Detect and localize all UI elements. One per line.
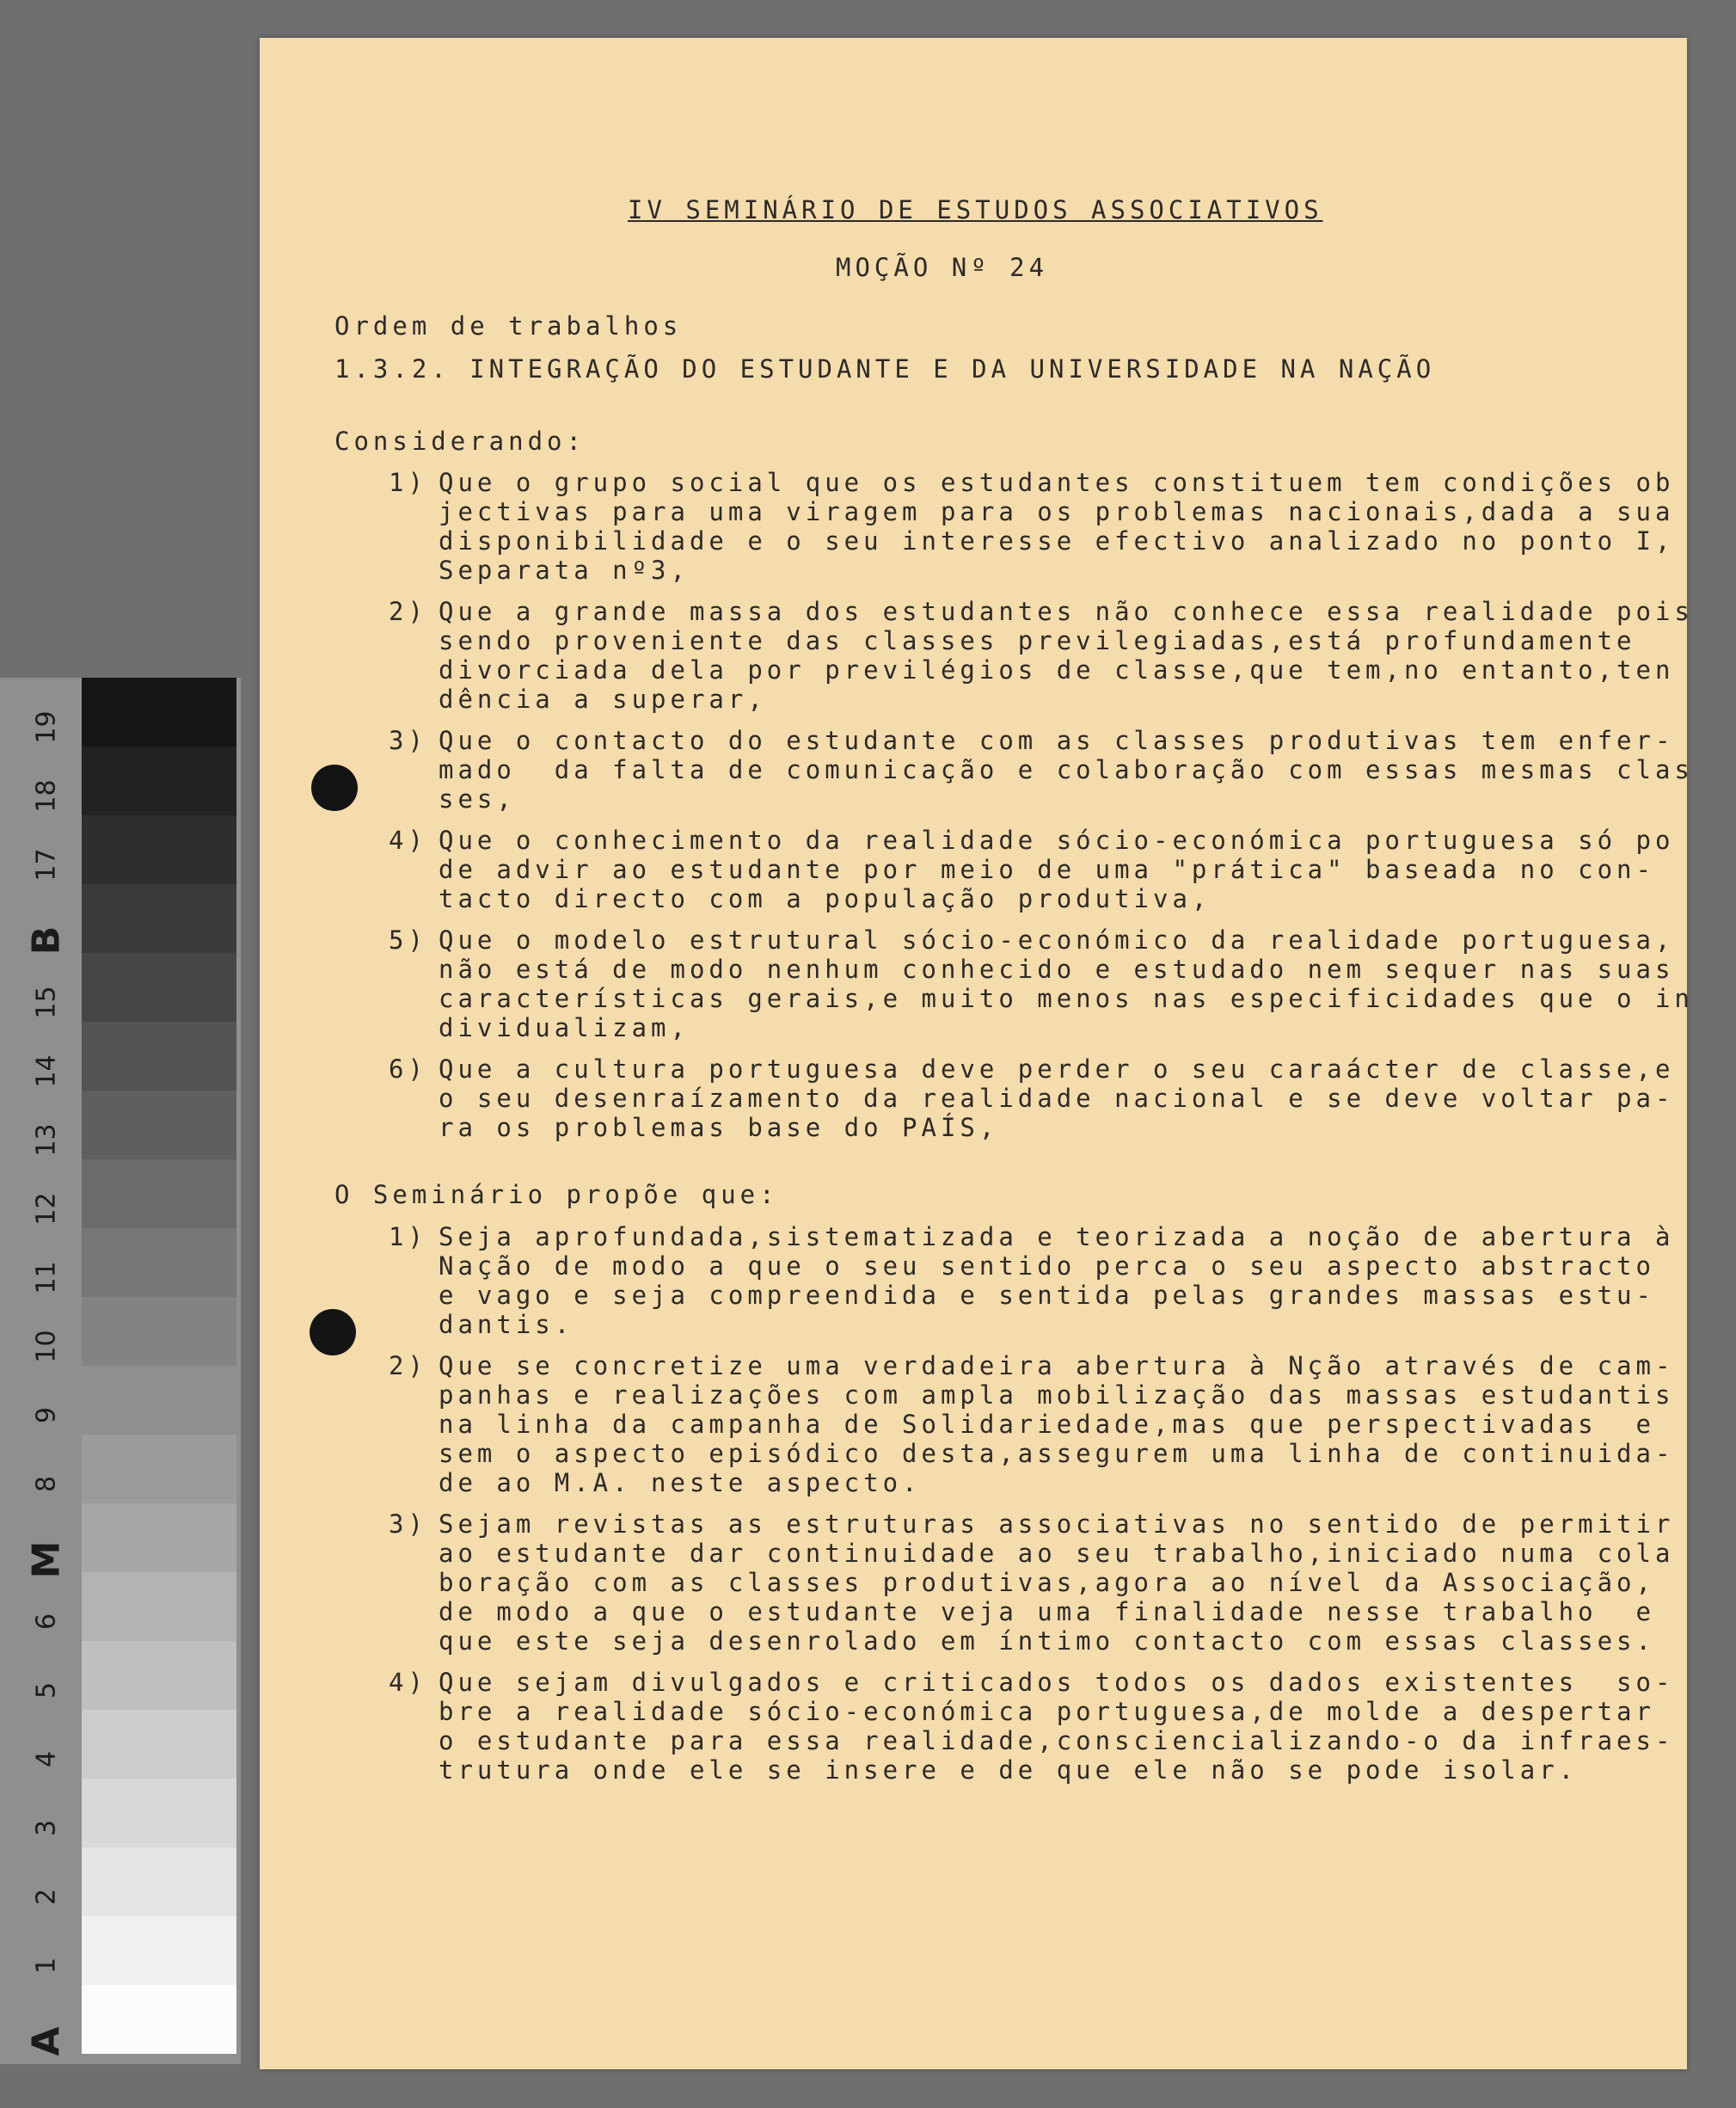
item-line: trutura onde ele se insere e de que ele não se pode isolar. bbox=[439, 1755, 1579, 1785]
punch-hole bbox=[311, 765, 358, 811]
item-line: e vago e seja compreendida e sentida pelas grandes massas estu- bbox=[439, 1281, 1655, 1310]
item-line: Que o modelo estrutural sócio-económico da realidade portuguesa, bbox=[439, 925, 1675, 955]
gray-patch bbox=[82, 815, 236, 884]
gray-patch bbox=[82, 1022, 236, 1091]
item-line: mado da falta de comunicação e colaboração com essas mesmas clas bbox=[439, 755, 1694, 784]
item-line: de ao M.A. neste aspecto. bbox=[439, 1468, 922, 1497]
gray-patch bbox=[82, 1916, 236, 1985]
scale-label: 1 bbox=[31, 1957, 62, 1975]
item-number: 5) bbox=[389, 925, 427, 955]
gray-patch bbox=[82, 678, 236, 747]
item-line: Que a cultura portuguesa deve perder o seu caraácter de classe,e bbox=[439, 1054, 1675, 1084]
item-line: Que o conhecimento da realidade sócio-económica portuguesa só po bbox=[439, 826, 1675, 855]
punch-hole bbox=[310, 1309, 356, 1355]
scale-label: 12 bbox=[31, 1192, 62, 1226]
item-line: dantis. bbox=[439, 1310, 574, 1339]
scale-label: 19 bbox=[31, 710, 62, 744]
agenda-item: 1.3.2. INTEGRAÇÃO DO ESTUDANTE E DA UNIVERSIDADE NA NAÇÃO bbox=[334, 354, 1436, 384]
item-line: Que se concretize uma verdadeira abertura à Nção através de cam- bbox=[439, 1351, 1675, 1380]
gray-patch bbox=[82, 1710, 236, 1779]
scale-label: 18 bbox=[31, 779, 62, 813]
item-line: na linha da campanha de Solidariedade,mas que perspectivadas e bbox=[439, 1410, 1655, 1439]
scale-label: 3 bbox=[31, 1819, 62, 1837]
item-number: 2) bbox=[389, 597, 427, 626]
gray-patch bbox=[82, 1779, 236, 1847]
item-line: Sejam revistas as estruturas associativas no sentido de permitir bbox=[439, 1509, 1675, 1539]
item-line: tacto directo com a população produtiva, bbox=[439, 884, 1212, 913]
item-line: bre a realidade sócio-económica portuguesa,de molde a despertar bbox=[439, 1697, 1655, 1726]
gray-patch bbox=[82, 747, 236, 815]
item-line: ra os problemas base do PAÍS, bbox=[439, 1113, 999, 1142]
item-line: divorciada dela por previlégios de classe,que tem,no entanto,ten bbox=[439, 655, 1675, 685]
considerando-label: Considerando: bbox=[334, 427, 586, 456]
item-line: disponibilidade e o seu interesse efectivo analizado no ponto I, bbox=[439, 526, 1675, 556]
item-line: o seu desenraízamento da realidade nacional e se deve voltar pa- bbox=[439, 1084, 1675, 1113]
color-scale-card bbox=[0, 678, 241, 2064]
gray-patch bbox=[82, 1366, 236, 1435]
item-line: ao estudante dar continuidade ao seu trabalho,iniciado numa cola bbox=[439, 1539, 1675, 1568]
item-line: Que o contacto do estudante com as classes produtivas tem enfer- bbox=[439, 726, 1675, 755]
item-number: 3) bbox=[389, 1509, 427, 1539]
item-number: 2) bbox=[389, 1351, 427, 1380]
item-line: Separata nº3, bbox=[439, 556, 690, 585]
item-line: que este seja desenrolado em íntimo contacto com essas classes. bbox=[439, 1626, 1655, 1656]
document-title: IV SEMINÁRIO DE ESTUDOS ASSOCIATIVOS bbox=[628, 195, 1323, 224]
gray-patch bbox=[82, 1641, 236, 1710]
gray-patch bbox=[82, 1091, 236, 1159]
gray-patch bbox=[82, 953, 236, 1022]
item-number: 1) bbox=[389, 1222, 427, 1251]
item-number: 4) bbox=[389, 826, 427, 855]
scale-label: 5 bbox=[31, 1681, 62, 1699]
gray-patch bbox=[82, 1847, 236, 1916]
gray-patch bbox=[82, 1435, 236, 1503]
item-number: 3) bbox=[389, 726, 427, 755]
document-page bbox=[260, 38, 1694, 2069]
item-line: de modo a que o estudante veja uma finalidade nesse trabalho e bbox=[439, 1597, 1655, 1626]
item-line: dência a superar, bbox=[439, 685, 767, 714]
scale-label: 11 bbox=[31, 1261, 62, 1294]
item-line: jectivas para uma viragem para os problemas nacionais,dada a sua bbox=[439, 497, 1675, 526]
scale-label: 10 bbox=[31, 1330, 62, 1363]
gray-patch bbox=[82, 1503, 236, 1572]
scale-label: 4 bbox=[31, 1750, 62, 1768]
item-line: o estudante para essa realidade,consciencializando-o da infraes- bbox=[439, 1726, 1675, 1755]
scale-label: 13 bbox=[31, 1123, 62, 1157]
item-line: não está de modo nenhum conhecido e estudado nem sequer nas suas bbox=[439, 955, 1675, 984]
item-line: boração com as classes produtivas,agora ao nível da Associação, bbox=[439, 1568, 1655, 1597]
scale-label: A bbox=[24, 2026, 69, 2056]
gray-patch bbox=[82, 1228, 236, 1297]
item-line: ses, bbox=[439, 784, 516, 814]
item-line: panhas e realizações com ampla mobilização das massas estudantis bbox=[439, 1380, 1675, 1410]
gray-patch bbox=[82, 1159, 236, 1228]
scale-label: 6 bbox=[31, 1613, 62, 1631]
gray-patch bbox=[82, 1572, 236, 1641]
item-line: Que a grande massa dos estudantes não conhece essa realidade pois bbox=[439, 597, 1694, 626]
item-line: Que o grupo social que os estudantes constituem tem condições ob bbox=[439, 468, 1675, 497]
item-line: de advir ao estudante por meio de uma "prática" baseada no con- bbox=[439, 855, 1655, 884]
item-number: 6) bbox=[389, 1054, 427, 1084]
gray-patch bbox=[82, 1297, 236, 1366]
item-line: Que sejam divulgados e criticados todos os dados existentes so- bbox=[439, 1668, 1675, 1697]
scale-label: 8 bbox=[31, 1475, 62, 1493]
scale-label: 17 bbox=[31, 848, 62, 882]
item-line: Seja aprofundada,sistematizada e teorizada a noção de abertura à bbox=[439, 1222, 1675, 1251]
motion-number: MOÇÃO Nº 24 bbox=[836, 253, 1049, 282]
item-number: 4) bbox=[389, 1668, 427, 1697]
item-number: 1) bbox=[389, 468, 427, 497]
scale-label: B bbox=[24, 925, 69, 956]
scale-label: M bbox=[24, 1540, 69, 1579]
scale-label: 15 bbox=[31, 986, 62, 1019]
item-line: Nação de modo a que o seu sentido perca o seu aspecto abstracto bbox=[439, 1251, 1655, 1281]
item-line: sem o aspecto episódico desta,assegurem uma linha de continuida- bbox=[439, 1439, 1675, 1468]
propoe-label: O Seminário propõe que: bbox=[334, 1180, 779, 1209]
scale-label: 9 bbox=[31, 1406, 62, 1424]
item-line: dividualizam, bbox=[439, 1013, 690, 1042]
item-line: sendo proveniente das classes previlegiadas,está profundamente bbox=[439, 626, 1636, 655]
agenda-label: Ordem de trabalhos bbox=[334, 311, 683, 341]
scale-label: 2 bbox=[31, 1888, 62, 1906]
gray-patch bbox=[82, 884, 236, 953]
item-line: características gerais,e muito menos nas especificidades que o in bbox=[439, 984, 1694, 1013]
scale-label: 14 bbox=[31, 1054, 62, 1088]
gray-patch bbox=[82, 1985, 236, 2054]
